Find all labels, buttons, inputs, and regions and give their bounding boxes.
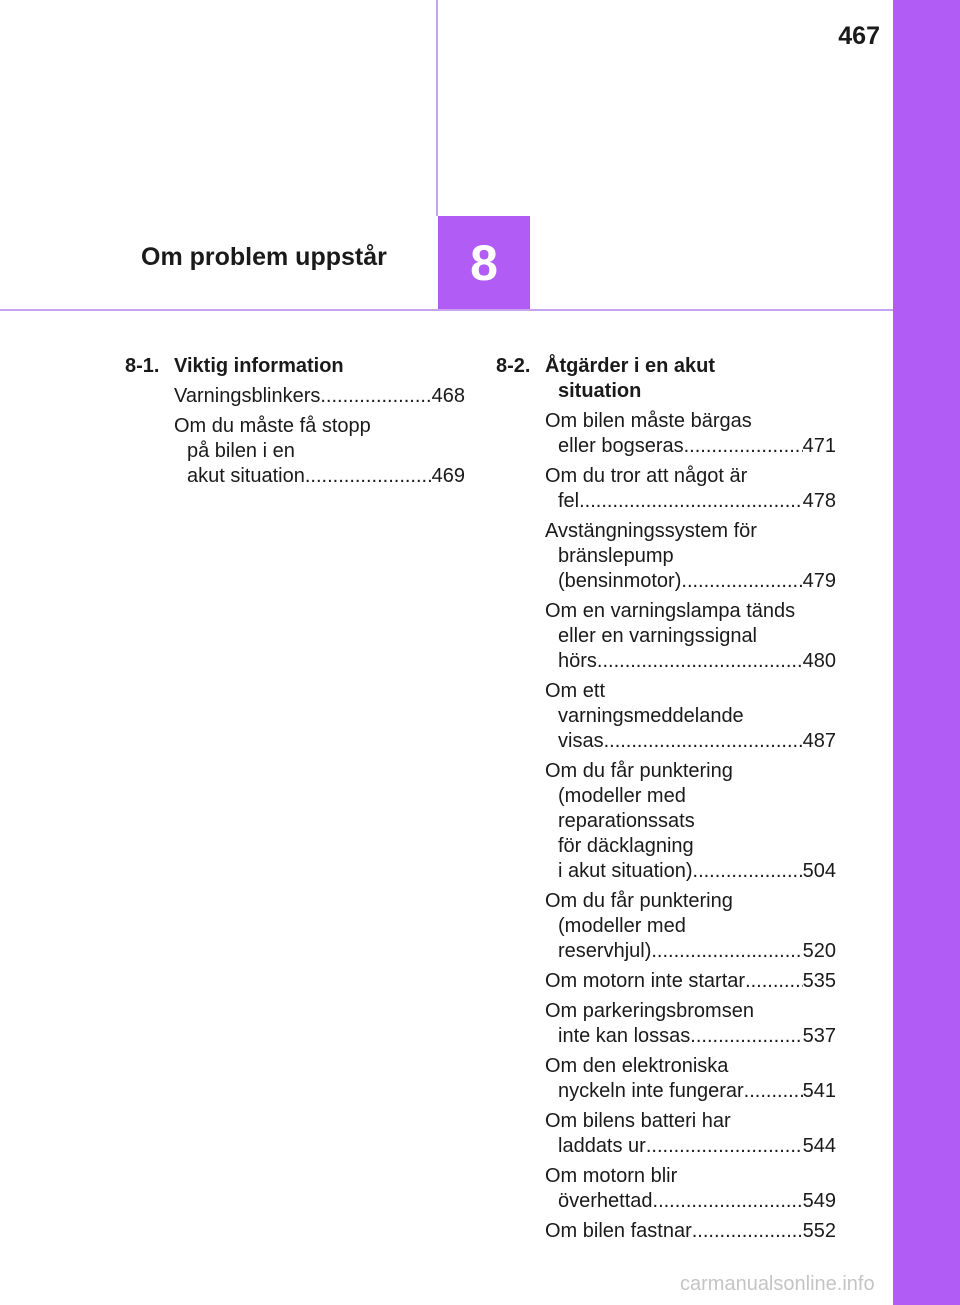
toc-entry-line: Om motorn inte startar [545,970,746,992]
toc-entry-line: akut situation [187,465,305,487]
toc-entry-line: Om bilens batteri har [545,1110,731,1132]
toc-entry[interactable] [545,759,836,884]
toc-entry-page: 520 [802,940,836,962]
dot-leader [693,859,803,884]
toc-entry-leader-row [545,569,836,594]
toc-entry-line: varningsmeddelande [558,705,744,727]
toc-entry-page: 480 [802,650,836,672]
toc-entry-line: för däcklagning [558,835,694,857]
toc-entry-line: överhettad [558,1190,653,1212]
chapter-title: Om problem uppstår [141,243,387,271]
toc-entry-page: 537 [802,1025,836,1047]
toc-entry-leader-row [545,1219,836,1244]
toc-entry-leader-row [174,464,465,489]
section-title [174,354,465,379]
toc-entry-line: inte kan lossas [558,1025,691,1047]
toc-entry-line: i akut situation) [558,860,693,882]
dot-leader [651,939,802,964]
toc-entry-leader-row [545,434,836,459]
toc-column-1 [125,354,465,494]
toc-entry-page: 468 [431,385,465,407]
dot-leader [690,1024,802,1049]
toc-entry-page: 479 [802,570,836,592]
toc-entry-leader-row [545,729,836,754]
toc-entry-page: 469 [431,465,465,487]
toc-entry-line: fel [558,490,580,512]
toc-entry[interactable] [545,999,836,1049]
chapter-number: 8 [470,234,498,291]
dot-leader [681,569,802,594]
toc-entry-line: nyckeln inte fungerar [558,1080,744,1102]
toc-entry-line: Om bilen måste bärgas [545,410,752,432]
toc-entry-page: 552 [802,1220,836,1242]
toc-entry[interactable] [174,414,465,489]
toc-entry-page: 535 [802,970,836,992]
toc-column-2 [496,354,836,1249]
toc-entry-line: Om parkeringsbromsen [545,1000,754,1022]
section-number: 8-1. [125,355,160,377]
toc-entry-line: bränslepump [558,545,674,567]
toc-entry[interactable] [545,679,836,754]
section-heading [496,354,836,404]
toc-section [125,354,465,489]
chapter-number-box [438,216,530,309]
toc-entry-page: 544 [802,1135,836,1157]
dot-leader [604,729,803,754]
section-heading [125,354,465,379]
toc-entry-line: (modeller med [558,785,686,807]
dot-leader [745,969,803,994]
watermark: carmanualsonline.info [680,1273,875,1295]
toc-entry[interactable] [545,519,836,594]
section-title-line: Viktig information [174,355,344,377]
dot-leader [320,384,431,409]
toc-entry-page: 487 [802,730,836,752]
toc-entry[interactable] [545,1164,836,1214]
dot-leader [579,489,803,514]
toc-entry-page: 504 [802,860,836,882]
toc-entry-line: Varningsblinkers [174,385,321,407]
toc-entry-line: på bilen i en [187,440,295,462]
toc-entry-line: reparationssats [558,810,695,832]
dot-leader [597,649,803,674]
toc-entry-leader-row [545,939,836,964]
toc-entry-line: eller en varningssignal [558,625,758,647]
dot-leader [653,1189,803,1214]
toc-entry-leader-row [545,1134,836,1159]
toc-entry-line: Om du får punktering [545,890,733,912]
toc-entry[interactable] [545,1219,836,1244]
chapter-tab-sidebar [893,0,960,1305]
section-title [545,354,836,404]
dot-leader [692,1219,803,1244]
toc-section [496,354,836,1244]
toc-entry-leader-row [545,1079,836,1104]
toc-entry[interactable] [545,599,836,674]
page-number: 467 [838,22,880,50]
toc-entry-line: Om du tror att något är [545,465,748,487]
toc-entry-leader-row [545,1024,836,1049]
toc-entry[interactable] [545,464,836,514]
toc-entry[interactable] [174,384,465,409]
toc-entry-line: Om du får punktering [545,760,733,782]
toc-entry-page: 541 [802,1080,836,1102]
toc-entry-line: Om du måste få stopp [174,415,371,437]
dot-leader [646,1134,803,1159]
dot-leader [744,1079,803,1104]
section-title-line: situation [558,380,642,402]
divider-horizontal [0,309,893,311]
toc-entry[interactable] [545,969,836,994]
toc-entry-line: Om motorn blir [545,1165,678,1187]
toc-entry-line: (modeller med [558,915,686,937]
toc-entry-leader-row [545,489,836,514]
toc-entry-line: visas [558,730,604,752]
toc-entry[interactable] [545,889,836,964]
toc-entry[interactable] [545,409,836,459]
toc-entry-leader-row [545,649,836,674]
toc-entry-line: (bensinmotor) [558,570,682,592]
toc-entry-leader-row [545,1189,836,1214]
toc-entry-line: Om ett [545,680,606,702]
toc-entry[interactable] [545,1054,836,1104]
toc-entry-leader-row [545,969,836,994]
toc-entry-line: Om en varningslampa tänds [545,600,796,622]
toc-entry[interactable] [545,1109,836,1159]
toc-entry-leader-row [545,859,836,884]
dot-leader [684,434,803,459]
toc-entry-line: hörs [558,650,597,672]
toc-entry-line: Om den elektroniska [545,1055,729,1077]
toc-entry-line: reservhjul) [558,940,652,962]
dot-leader [305,464,432,489]
divider-vertical [436,0,438,216]
toc-entry-line: Avstängningssystem för [545,520,757,542]
toc-entry-page: 478 [802,490,836,512]
toc-entry-line: laddats ur [558,1135,646,1157]
toc-entry-page: 471 [802,435,836,457]
toc-entry-line: eller bogseras [558,435,684,457]
toc-entry-page: 549 [802,1190,836,1212]
section-title-line: Åtgärder i en akut [545,355,716,377]
toc-entry-leader-row [174,384,465,409]
section-number: 8-2. [496,355,531,377]
toc-entry-line: Om bilen fastnar [545,1220,692,1242]
